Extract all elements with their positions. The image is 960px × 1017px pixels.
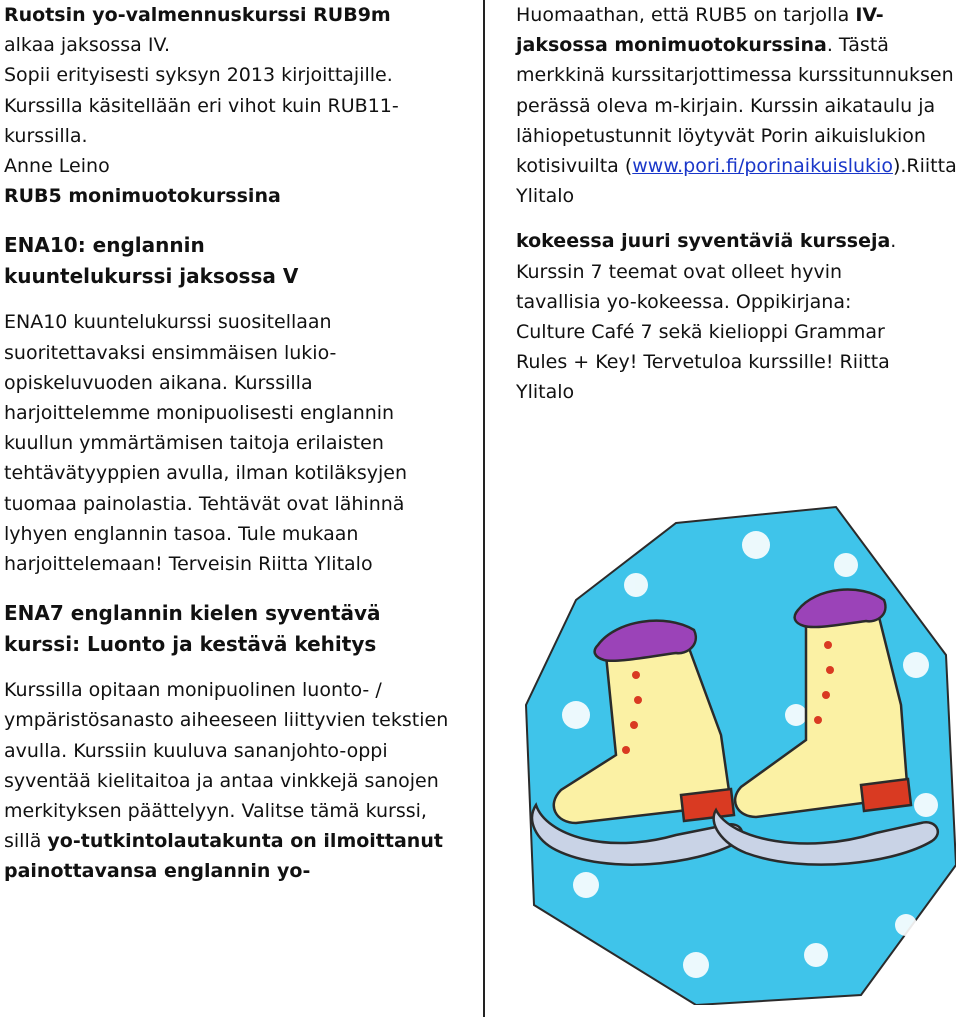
intro-author: Anne Leino (4, 155, 110, 178)
rub9-announcement (4, 0, 474, 211)
right-column (516, 0, 956, 408)
ena7-body-text: Kurssilla opitaan monipuolinen luonto- / ympäristösanasto aiheeseen liittyvien tekstien avulla. Kurssiin kuuluva sananjohto-oppi syventää kielitaitoa ja antaa vinkkejä sanojen merkityksen päättelyyn. Valitse tämä kurssi, sillä (4, 679, 449, 853)
ice-skates-icon (516, 505, 956, 1005)
intro-line-4: Kurssilla käsitellään eri vihot kuin RUB11- (4, 94, 399, 117)
ena10-body: ENA10 kuuntelukurssi suositellaan suoritettavaksi ensimmäisen lukio-opiskeluvuoden aikana. Kurssilla harjoittelemme monipuolisesti englannin kuullun ymmärtämisen taitoja erilaisten tehtävätyyppien avulla, ilman kotiläksyjen tuomaa painolastia. Tehtävät ovat lähinnä lyhyen englannin tasoa. Tule mukaan harjoittelemaan! Terveisin Riitta Ylitalo (4, 311, 408, 576)
ena7-continued (516, 226, 926, 407)
porinaikuislukio-link[interactable]: www.pori.fi/porinaikuislukio (632, 155, 893, 178)
left-heel (681, 789, 734, 821)
ena7-body-bold: yo-tutkintolautakunta on ilmoittanut painottavansa englannin yo- (4, 830, 443, 883)
rub5-bold: IV-jaksossa monimuotokurssina (516, 4, 884, 57)
ice-skates-clipart (516, 505, 956, 1005)
ena7-body (4, 675, 456, 886)
rub5-notice (516, 0, 958, 211)
rub5-text-3: ). (892, 155, 907, 178)
ena10-heading: ENA10: englannin kuuntelukurssi jaksossa V (4, 233, 299, 289)
rub5-text-1: Huomaathan, että RUB5 on tarjolla (516, 4, 856, 26)
ena7-cont-bold: kokeessa juuri syventäviä kursseja (516, 230, 891, 253)
left-column (4, 0, 474, 887)
intro-line-2: alkaa jaksossa IV. (4, 34, 171, 57)
right-heel (861, 779, 911, 811)
rub5-text-2: . Tästä merkkinä kurssitarjottimessa kurssitunnuksen perässä oleva m-kirjain. Kurssin aikataulu ja lähiopetustunnit löytyvät Porin aikuislukion kotisivuilta ( (516, 34, 954, 178)
ena7-cont-text: . Kurssin 7 teemat ovat olleet hyvin tavallisia yo-kokeessa. Oppikirjana: Culture Café 7 sekä kielioppi Grammar Rules + Key! Tervetuloa kurssille! Riitta Ylitalo (516, 230, 897, 404)
intro-line-5: kurssilla. (4, 124, 88, 147)
rub5-heading: RUB5 monimuotokurssina (4, 185, 281, 208)
rub5-signature: Riitta Ylitalo (516, 155, 957, 208)
ena7-heading: ENA7 englannin kielen syventävä kurssi: Luonto ja kestävä kehitys (4, 601, 381, 657)
intro-line-1: Ruotsin yo-valmennuskurssi RUB9m (4, 4, 391, 26)
column-divider (483, 0, 485, 1017)
intro-line-3: Sopii erityisesti syksyn 2013 kirjoittajille. (4, 64, 393, 87)
